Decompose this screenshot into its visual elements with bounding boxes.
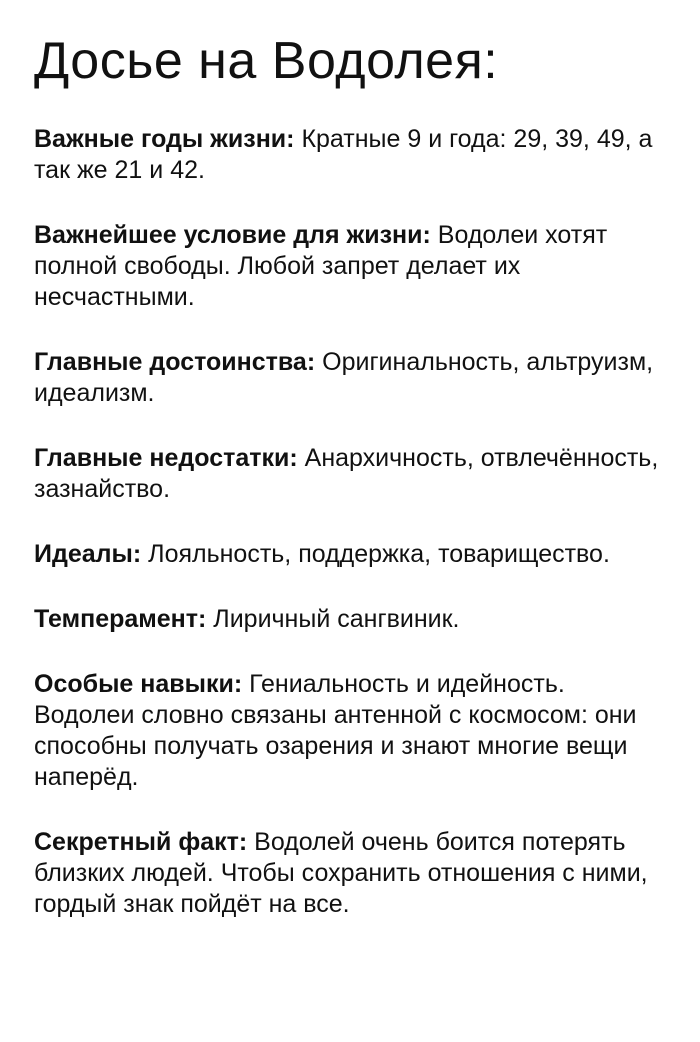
entry-text: Анархичность, отвлечённость, зазнайство. bbox=[34, 444, 659, 503]
entry-text: Оригинальность, альтруизм, идеализм. bbox=[34, 348, 654, 407]
entry-label: Идеалы: bbox=[34, 540, 142, 568]
entry-important-years bbox=[34, 124, 670, 186]
entry-secret-fact bbox=[34, 827, 670, 920]
page-title: Досье на Водолея: bbox=[34, 32, 499, 90]
entry-temperament bbox=[34, 604, 670, 635]
entry-text: Водолеи хотят полной свободы. Любой запрет делает их несчастными. bbox=[34, 221, 608, 311]
entry-main-virtues bbox=[34, 347, 670, 409]
entry-key-condition bbox=[34, 220, 670, 313]
entry-text: Лиричный сангвиник. bbox=[213, 605, 460, 633]
entry-label: Важные годы жизни: bbox=[34, 125, 295, 153]
entry-ideals bbox=[34, 539, 670, 570]
entry-text: Водолей очень боится потерять близких людей. Чтобы сохранить отношения с ними, гордый знак пойдёт на все. bbox=[34, 828, 648, 918]
entry-label: Главные недостатки: bbox=[34, 444, 298, 472]
entry-text: Лояльность, поддержка, товарищество. bbox=[148, 540, 610, 568]
entry-special-skills bbox=[34, 669, 670, 793]
entry-label: Секретный факт: bbox=[34, 828, 248, 856]
entry-label: Темперамент: bbox=[34, 605, 207, 633]
entry-text: Кратные 9 и года: 29, 39, 49, а так же 21 и 42. bbox=[34, 125, 653, 184]
entry-label: Особые навыки: bbox=[34, 670, 243, 698]
entry-label: Важнейшее условие для жизни: bbox=[34, 221, 431, 249]
entry-label: Главные достоинства: bbox=[34, 348, 316, 376]
entry-text: Гениальность и идейность. Водолеи словно связаны антенной с космосом: они способны получать озарения и знают многие вещи наперёд. bbox=[34, 670, 637, 791]
entry-main-flaws bbox=[34, 443, 670, 505]
